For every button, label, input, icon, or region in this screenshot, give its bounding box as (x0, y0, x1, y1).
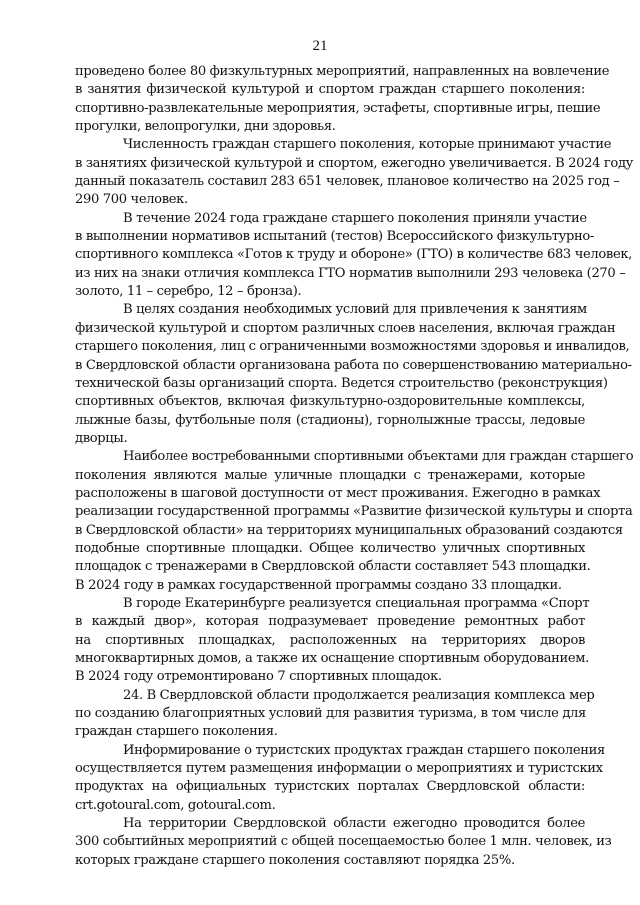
paragraph (75, 136, 634, 209)
text-line: по созданию благоприятных условий для развития туризма, в том числе для (75, 706, 586, 722)
text-line: технической базы организаций спорта. Ведется строительство (реконструкция) (75, 375, 608, 391)
text-line: лыжные базы, футбольные поля (стадионы), горнолыжные трассы, ледовые (75, 412, 585, 428)
text-line: старшего поколения, лиц с ограниченными возможностями здоровья и инвалидов, (75, 339, 630, 355)
text-line: проведено более 80 физкультурных мероприятий, направленных на вовлечение (75, 64, 610, 79)
text-line: В течение 2024 года граждане старшего поколения приняли участие (123, 210, 587, 226)
document-body (75, 63, 634, 870)
text-line: 300 событийных мероприятий с общей посещаемостью более 1 млн. человек, из (75, 834, 612, 850)
text-line: подобные спортивные площадки. Общее количество уличных спортивных (75, 540, 585, 556)
text-line: Численность граждан старшего поколения, которые принимают участие (123, 137, 612, 153)
text-line: спортивных объектов, включая физкультурно-оздоровительные комплексы, (75, 394, 585, 410)
text-line: многоквартирных домов, а также их оснащение спортивным оборудованием. (75, 651, 589, 666)
paragraph (75, 815, 612, 870)
text-line: в каждый двор», которая подразумевает проведение ремонтных работ (75, 614, 585, 630)
text-line: золото, 11 – серебро, 12 – бронза). (75, 284, 302, 300)
text-line: площадок с тренажерами в Свердловской области составляет 543 площадки. (75, 559, 591, 575)
paragraph (75, 210, 632, 302)
text-line: физической культурой и спортом различных слоев населения, включая граждан (75, 320, 616, 336)
text-line: 290 700 человек. (75, 192, 188, 208)
text-line: В 2024 году отремонтировано 7 спортивных площадок. (75, 669, 442, 685)
text-line: осуществляется путем размещения информации о мероприятиях и туристских (75, 761, 603, 777)
text-line: В городе Екатеринбурге реализуется специальная программа «Спорт (123, 595, 590, 611)
paragraph (75, 63, 610, 136)
text-line: данный показатель составил 283 651 человек, плановое количество на 2025 год – (75, 174, 620, 190)
text-line: crt.gotoural.com, gotoural.com. (75, 797, 276, 813)
text-line: спортивно-развлекательные мероприятия, эстафеты, спортивные игры, пешие (75, 100, 601, 116)
text-line: поколения являются малые уличные площадки с тренажерами, которые (75, 467, 585, 483)
paragraph (75, 742, 605, 815)
page-number: 21 (312, 38, 328, 54)
paragraph (75, 448, 634, 595)
text-line: на спортивных площадках, расположенных на территориях дворов (75, 632, 585, 648)
text-line: которых граждане старшего поколения составляют порядка 25%. (75, 852, 515, 868)
paragraph (75, 301, 632, 448)
text-line: Наиболее востребованными спортивными объектами для граждан старшего (123, 449, 634, 465)
text-line: В 2024 году в рамках государственной программы создано 33 площадки. (75, 577, 562, 593)
text-line: реализации государственной программы «Развитие физической культуры и спорта (75, 504, 633, 520)
text-line: Информирование о туристских продуктах граждан старшего поколения (123, 742, 605, 758)
text-line: граждан старшего поколения. (75, 724, 278, 740)
text-line: спортивного комплекса «Готов к труду и обороне» (ГТО) в количестве 683 человек, (75, 247, 632, 263)
text-line: в Свердловской области» на территориях муниципальных образований создаются (75, 522, 623, 538)
text-line: расположены в шаговой доступности от мест проживания. Ежегодно в рамках (75, 485, 601, 501)
paragraph (75, 687, 595, 742)
text-line: из них на знаки отличия комплекса ГТО норматив выполнили 293 человека (270 – (75, 265, 626, 281)
text-line: продуктах на официальных туристских порталах Свердловской области: (75, 779, 585, 795)
text-line: прогулки, велопрогулки, дни здоровья. (75, 119, 336, 135)
text-line: На территории Свердловской области ежегодно проводится более (123, 816, 585, 832)
text-line: в выполнении нормативов испытаний (тестов) Всероссийского физкультурно- (75, 229, 594, 245)
paragraph (75, 595, 590, 687)
text-line: В целях создания необходимых условий для привлечения к занятиям (123, 302, 587, 318)
text-line: в занятия физической культурой и спортом граждан старшего поколения: (75, 82, 585, 98)
text-line: 24. В Свердловской области продолжается реализация комплекса мер (123, 687, 595, 703)
text-line: дворцы. (75, 430, 128, 446)
text-line: в занятиях физической культурой и спортом, ежегодно увеличивается. В 2024 году (75, 155, 634, 171)
text-line: в Свердловской области организована работа по совершенствованию материально- (75, 357, 632, 373)
